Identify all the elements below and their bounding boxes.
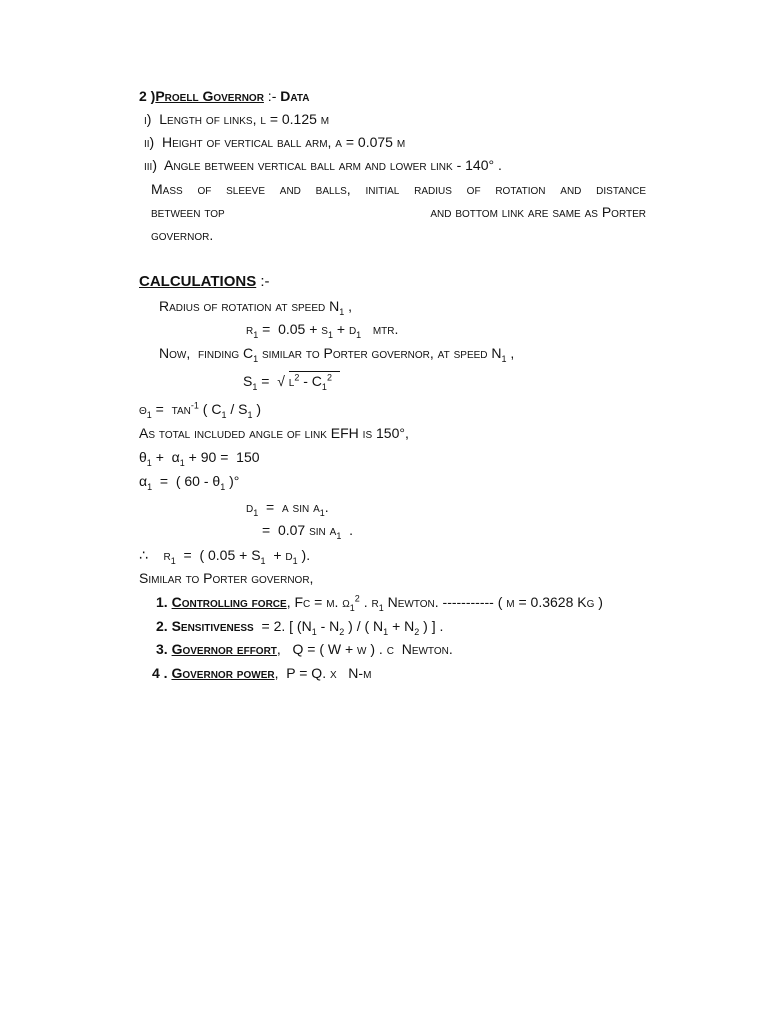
- as-total-line: As total included angle of link EFH is 150°,: [139, 425, 409, 441]
- now-line: Now, finding $C_1$ similar to Porter governor, at speed $N_1$ ,: [159, 345, 515, 364]
- radius-intro-text: Radius of rotation at speed N: [159, 298, 340, 314]
- heading-number: 2 ): [139, 88, 156, 104]
- section-heading: [139, 89, 309, 103]
- mass-note-text: Mass of sleeve and balls, initial radius of rotation and distance: [151, 181, 646, 197]
- mass-note-text: between top: [151, 204, 225, 220]
- data-item-1: [144, 112, 329, 126]
- data-item-roman: ii): [144, 134, 155, 150]
- calculations-title: CALCULATIONS: [139, 273, 257, 290]
- radius-intro-tail: ,: [344, 298, 353, 314]
- heading-title: Proell Governor: [155, 88, 264, 104]
- alpha-formula: $\alpha_1$ = ( $60 - \theta_1$ )°: [139, 473, 240, 492]
- radius-intro: [159, 298, 353, 317]
- result-2: 2. Sensitiveness = 2. [ ($N_1 - N_2$ ) / ( $N_1 + N_2$ ) ] .: [156, 618, 444, 637]
- calculations-heading: [139, 274, 270, 289]
- result-number: 4 .: [152, 665, 168, 681]
- result-number: 1.: [156, 594, 168, 610]
- data-item-tail: .: [494, 157, 502, 173]
- mass-note-line-2b: [403, 205, 646, 219]
- data-item-text: Height of vertical ball arm, a = 0.075 m: [162, 134, 406, 150]
- mass-note-text: governor.: [151, 227, 214, 243]
- mass-note-text: and bottom link are same as Porter: [430, 204, 646, 220]
- data-item-text: Length of links, l = 0.125 m: [159, 111, 330, 127]
- theta-formula: $\theta_1 = \tan^{-1}$ ( $C_1 / S_1$ ): [139, 400, 262, 420]
- s1-formula: $S_1$ = √ $l^2 - C_1^2$: [243, 374, 340, 388]
- result-number: 3.: [156, 641, 168, 657]
- result-4: 4 . Governor power, P = Q. x N-m: [152, 665, 372, 681]
- data-item-2: [144, 135, 405, 149]
- result-label: Governor power: [171, 665, 275, 681]
- data-item-roman: i): [144, 111, 152, 127]
- therefore-symbol: ∴: [139, 547, 148, 563]
- radius-intro-sub: 1: [339, 306, 345, 317]
- mass-note-line-1: [151, 182, 646, 196]
- data-item-text: Angle between vertical ball arm and lower link - 140°: [164, 157, 495, 173]
- r1-formula: $r_1 = 0.05 + s_1 + d_1$ mtr.: [246, 321, 399, 340]
- d1-formula: $d_1 = a$ $\sin \alpha_1$.: [246, 499, 329, 518]
- similar-line: [139, 571, 313, 585]
- data-item-3: [144, 158, 502, 172]
- similar-text: Similar to Porter governor,: [139, 570, 314, 586]
- result-label: Sensitiveness: [171, 618, 254, 634]
- result-label: Governor effort: [171, 641, 277, 657]
- result-label: Controlling force: [171, 594, 287, 610]
- calculations-sep: :-: [256, 273, 270, 290]
- result-3: 3. Governor effort, Q = ( W + w ) . c Newton.: [156, 641, 453, 657]
- result-number: 2.: [156, 618, 168, 634]
- heading-data-word: Data: [280, 88, 310, 104]
- theta-alpha-line: $\theta_1 + \alpha_1 + 90 = 150$: [139, 449, 260, 468]
- r1-final-line: ∴ $r_1$ = ( $0.05 + S_1 + d_1$ ).: [139, 547, 311, 566]
- mass-note-line-2a: [151, 205, 225, 219]
- mass-note-line-3: [151, 228, 213, 242]
- result-1: 1. Controlling force, Fc = m. $\omega_1^2$ . $r_1$ Newton. ----------- ( m = 0.3628 Kg ): [156, 593, 603, 613]
- heading-sep: :-: [263, 88, 281, 104]
- d1-value: = 0.07 $\sin \alpha_1$ .: [262, 522, 354, 541]
- data-item-roman: iii): [144, 157, 157, 173]
